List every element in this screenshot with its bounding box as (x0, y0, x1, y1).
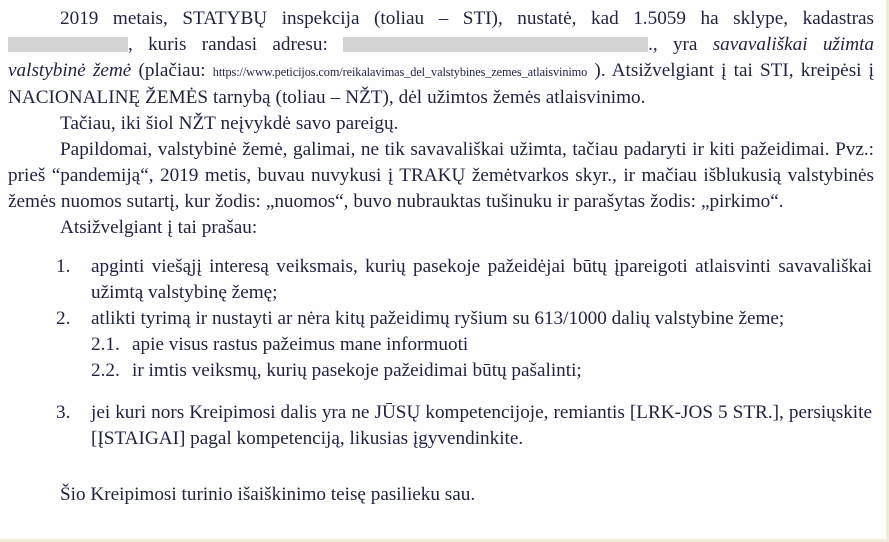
paragraph-papildomai: Papildomai, valstybinė žemė, galimai, ne tik savavališkai užimta, tačiau padaryti ir kiti pažeidimai. Pvz.: prieš “pandemiją“, 2019 metis, buvau nuvykusi į TRAKŲ žemėtvarkos skyr., ir mačiau išblukusią valstybinės žemės nuomos sutartį, kur žodis: „nuomos“, buvo nubrauktas tušinuku ir parašytas žodis: „pirkimo“. (8, 139, 874, 212)
italic-phrase-savavaliskai-uzimta: savavališkai užimta valstybinė žemė (8, 34, 874, 81)
sub-list-container (91, 332, 872, 384)
list-top-spacer (8, 241, 874, 254)
paragraph-1-segment-2: , (128, 34, 133, 55)
main-ordered-list (54, 254, 872, 452)
paragraph-nzt-neivykde: Tačiau, iki šiol NŽT neįvykdė savo pareigų. (60, 113, 399, 134)
list-item-3-text: jei kuri nors Kreipimosi dalis yra ne JŪSŲ kompetencijoje, remiantis [LRK-JOS 5 STR.], persiųskite [ĮSTAIGAI] pagal kompetenciją, likusias įgyvendinkite. (91, 402, 872, 449)
paragraph-1-segment-4: ., yra (648, 34, 713, 55)
sub-ordered-list (91, 332, 872, 384)
paragraph-1-segment-5: (plačiau: (131, 60, 213, 81)
document-body (8, 6, 874, 508)
request-list (54, 254, 872, 452)
paragraph-1-segment-6: ). Atsižvelgiant į tai STI, kreipėsi į NACIONALINĘ ŽEMĖS tarnybą (toliau – NŽT), dėl užimtos žemės atlaisvinimo. (8, 60, 874, 108)
paragraph-1-segment-3: kuris randasi adresu: (148, 34, 344, 55)
list-item-2-1-marker: 2.1. (91, 334, 120, 355)
list-item-1 (54, 254, 872, 306)
list-item-3-spacer (54, 384, 872, 400)
redacted-address (343, 37, 648, 52)
closing-spacer (8, 452, 874, 482)
list-item-2-1 (91, 332, 872, 358)
list-item-2-2-marker: 2.2. (91, 360, 120, 381)
list-item-2-1-text: apie visus rastus pažeimus mane informuoti (132, 334, 469, 355)
list-item-1-marker: 1. (56, 256, 71, 277)
list-item-3 (54, 400, 872, 452)
petition-url[interactable]: https://www.peticijos.com/reikalavimas_del_valstybines_zemes_atlaisvinimo (212, 65, 588, 79)
paragraph-statybu-inspekcija (8, 6, 874, 111)
list-item-2 (54, 306, 872, 384)
list-item-2-2-text: ir imtis veiksmų, kurių pasekoje pažeidimai būtų pašalinti; (132, 360, 582, 381)
paragraph-atsizvelgiant-prasau: Atsižvelgiant į tai prašau: (60, 217, 258, 238)
paragraph-1-segment-1: 2019 metais, STATYBŲ inspekcija (toliau – STI), nustatė, kad 1.5059 ha sklype, kadastras (60, 8, 874, 29)
redacted-cadastral-number (8, 37, 128, 52)
list-item-2-marker: 2. (56, 308, 71, 329)
closing-statement: Šio Kreipimosi turinio išaiškinimo teisę pasilieku sau. (60, 484, 476, 505)
list-item-2-2 (91, 358, 872, 384)
list-item-1-text: apginti viešąjį interesą veiksmais, kurių pasekoje pažeidėjai būtų įpareigoti atlaisvinti savavališkai užimtą valstybinę žemę; (91, 256, 872, 303)
list-item-2-text: atlikti tyrimą ir nustayti ar nėra kitų pažeidimų ryšium su 613/1000 dalių valstybine žeme; (91, 308, 785, 329)
list-item-3-marker: 3. (56, 402, 71, 423)
